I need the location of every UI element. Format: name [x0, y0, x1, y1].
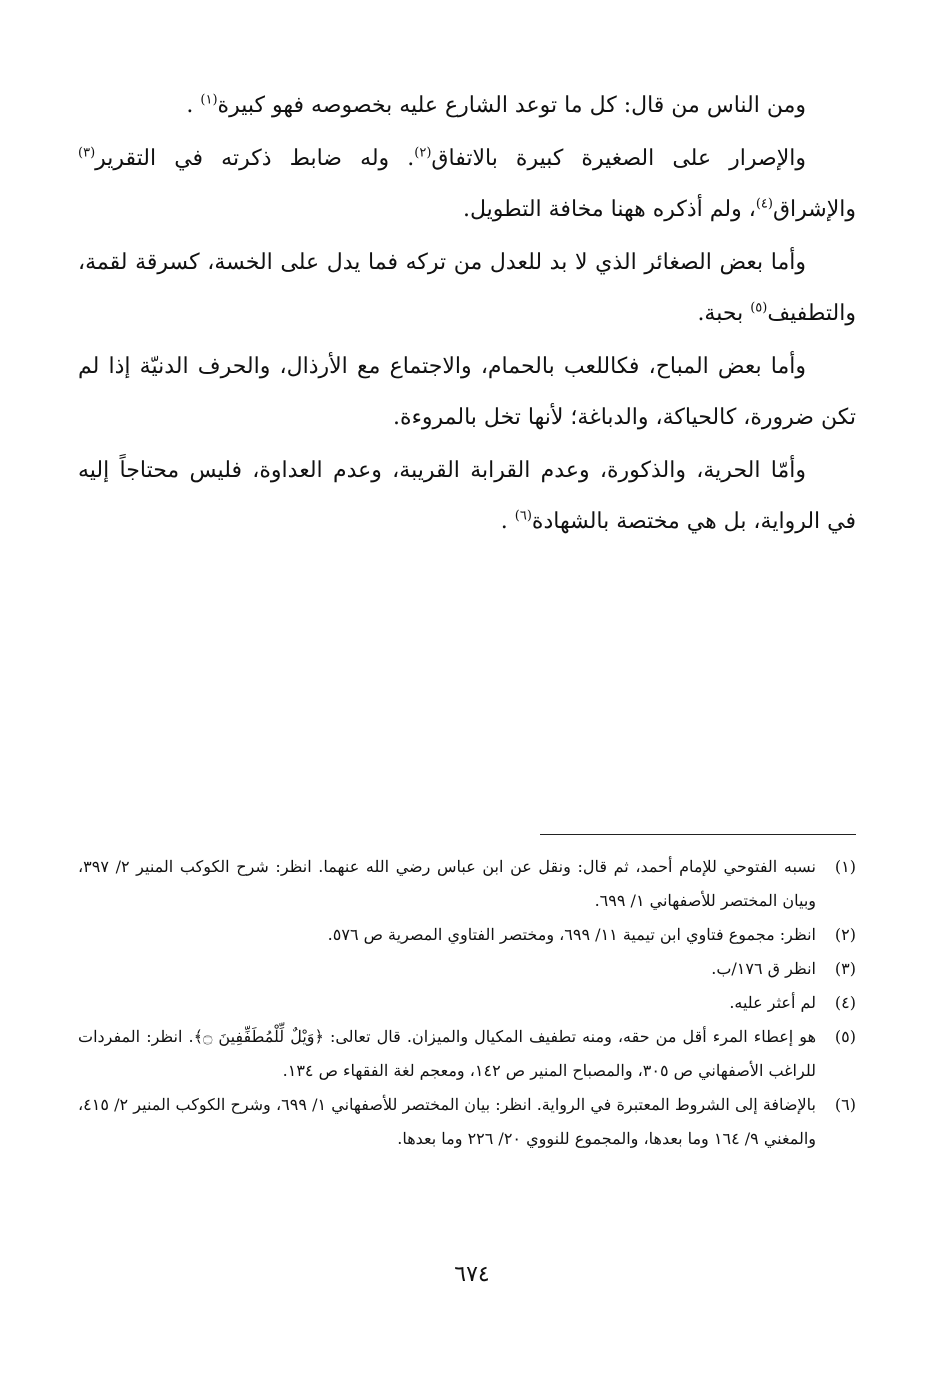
paragraph: وأمّا الحرية، والذكورة، وعدم القرابة القريبة، وعدم العداوة، فليس محتاجاً إليه في الرواية، بل هي مختصة بالشهادة$^{(٦)}$ . [78, 458, 856, 534]
paragraph: ومن الناس من قال: كل ما توعد الشارع عليه بخصوصه فهو كبيرة$^{(١)}$ . [186, 92, 806, 118]
footnote-number: (٥) [834, 1027, 856, 1046]
footnote-number: (٤) [834, 993, 856, 1012]
page-number: ٦٧٤ [454, 1262, 490, 1287]
footnote-number: (١) [834, 857, 856, 876]
paragraph: وأما بعض الصغائر الذي لا بد للعدل من تركه فما يدل على الخسة، كسرقة لقمة، والتطفيف$^{(٥)}$ بحبة. [78, 250, 856, 326]
footnote-ref[interactable]: (٢) [414, 145, 432, 161]
footnote-text: لم أعثر عليه. [729, 993, 816, 1012]
footnote [78, 918, 856, 952]
footnote [78, 1088, 856, 1156]
footnote-ref[interactable]: (٣) [78, 145, 96, 161]
footnote-text: نسبه الفتوحي للإمام أحمد، ثم قال: ونقل عن ابن عباس رضي الله عنهما. انظر: شرح الكوكب المنير ٢/ ٣٩٧، وبيان المختصر للأصفهاني ١/ ٦٩٩. [78, 857, 816, 910]
main-text [78, 80, 856, 547]
footnote-separator [540, 834, 856, 835]
footnote [78, 952, 856, 986]
footnote [78, 1020, 856, 1088]
footnote-ref[interactable]: (١) [200, 92, 218, 108]
footnote-text: انظر: مجموع فتاوي ابن تيمية ١١/ ٦٩٩، ومختصر الفتاوي المصرية ص ٥٧٦. [327, 925, 816, 944]
paragraph: وأما بعض المباح، فكاللعب بالحمام، والاجتماع مع الأرذال، والحرف الدنيّة إذا لم تكن ضرورة، كالحياكة، والدباغة؛ لأنها تخل بالمروءة. [78, 354, 856, 430]
footnote [78, 986, 856, 1020]
paragraph: والإصرار على الصغيرة كبيرة بالاتفاق$^{(٢)}$. وله ضابط ذكرته في التقرير$^{(٣)}$ والإشراق$^{(٤)}$، ولم أذكره ههنا مخافة التطويل. [78, 145, 856, 222]
footnotes [78, 850, 856, 1156]
footnote-ref[interactable]: (٤) [755, 196, 773, 212]
footnote-number: (٢) [834, 925, 856, 944]
footnote-text: هو إعطاء المرء أقل من حقه، ومنه تطفيف المكيال والميزان. قال تعالى: ﴿وَيْلٌ لِّلْمُطَفِّفِينَ ۝﴾. انظر: المفردات للراغب الأصفهاني ص ٣٠٥، والمصباح المنير ص ١٤٢، ومعجم لغة الفقهاء ص ١٣٤. [78, 1027, 817, 1080]
footnote [78, 850, 856, 918]
footnote-text: انظر ق ١٧٦/ب. [711, 959, 816, 978]
footnote-ref[interactable]: (٥) [750, 300, 768, 316]
footnote-text: بالإضافة إلى الشروط المعتبرة في الرواية. انظر: بيان المختصر للأصفهاني ١/ ٦٩٩، وشرح الكوكب المنير ٢/ ٤١٥، والمغني ٩/ ١٦٤ وما بعدها، والمجموع للنووي ٢٠/ ٢٢٦ وما بعدها. [78, 1095, 816, 1148]
footnote-number: (٦) [834, 1095, 856, 1114]
footnote-number: (٣) [834, 959, 856, 978]
footnote-ref[interactable]: (٦) [514, 508, 532, 524]
